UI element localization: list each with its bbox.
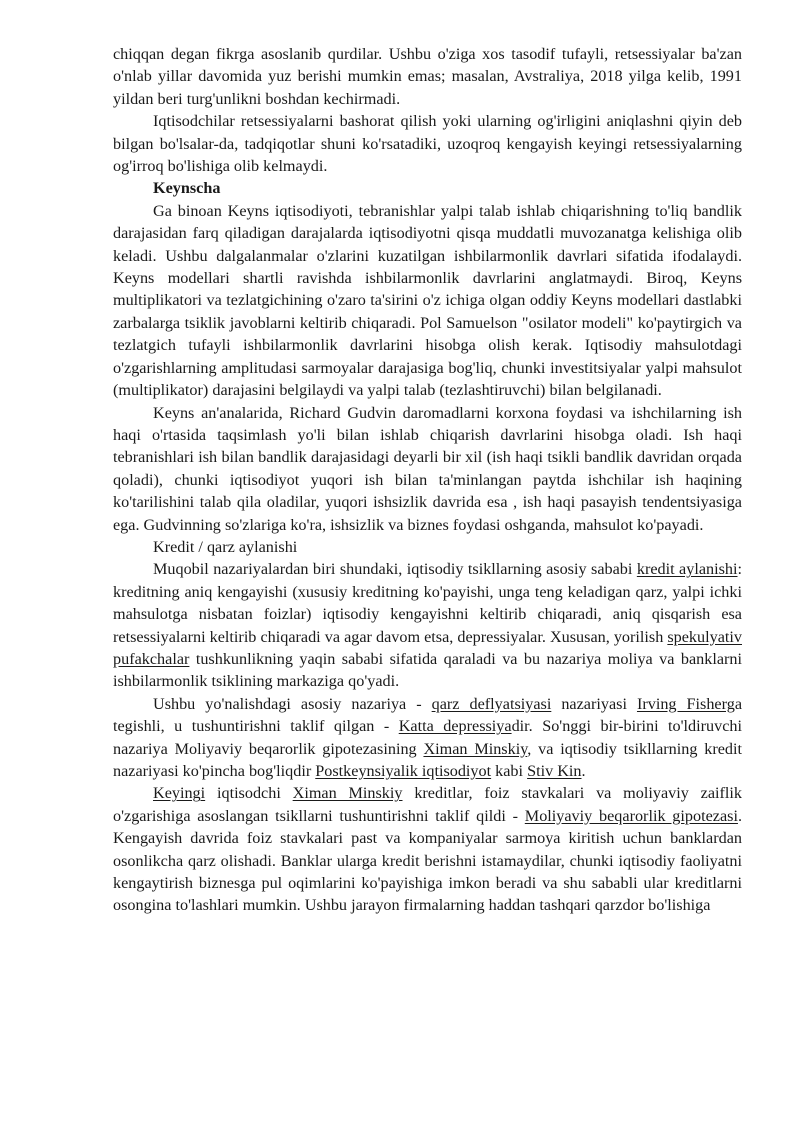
paragraph-keynes-models: Ga binoan Keyns iqtisodiyoti, tebranishlar yalpi talab ishlab chiqarishning to'liq bandlik darajasidan farq qiladigan darajalarda iqtisodiyotni qisqa muddatli muvozanatga kelishiga olib keladi. Ushbu dalgalanmalar o'zlarini kuzatilgan ishbilarmonlik davrlari sifatida ifodalaydi. Keyns modellari shartli ravishda ishbilarmonlik davrlarini anglatmaydi. Biroq, Keyns multiplikatori va tezlatgichining o'zaro ta'sirini o'z ichiga olgan oddiy Keyns modellari dastlabki zarbalarga tsiklik javoblarni keltirib chiqaradi. Pol Samuelson "osilator modeli" ko'paytirgich va tezlatgich tufayli ishbilarmonlik davrlarini hisobga olish kerak. Iqtisodiy mahsulotdagi o'zgarishlarning amplitudasi sarmoyalar darajasiga bog'liq, chunki investitsiyalar yalpi mahsulot (multiplikator) darajasini belgilaydi va yalpi talab (tezlashtiruvchi) bilan belgilanadi.: [113, 201, 742, 400]
text-run: nazariyasi: [551, 694, 637, 713]
link-keyingi[interactable]: Keyingi: [153, 784, 206, 803]
text-run: kreditlar, foiz stavkalari va moliyaviy zaiflik o'zgarishiga asoslangan tsikllarni tushuntirishni taklif qildi -: [113, 784, 742, 825]
document-page: [113, 43, 742, 917]
link-post-keynesian-economics[interactable]: Postkeynsiyalik iqtisodiyot: [315, 762, 492, 780]
link-hyman-minsky-2[interactable]: Ximan Minskiy: [292, 784, 403, 803]
text-run: , va iqtisodiy tsikllarning kredit nazariyasi ko'pincha bog'liqdir: [113, 739, 742, 780]
paragraph-recession-australia: chiqqan degan fikrga asoslanib qurdilar. Ushbu o'ziga xos tasodif tufayli, retsessiyalar ba'zan o'nlab yillar davomida yuz berishi mumkin emas; masalan, Avstraliya, 2018 yilga kelib, 1991 yildan beri turg'unlikni boshdan kechirmadi.: [113, 45, 742, 108]
text-run: iqtisodchi: [205, 784, 293, 803]
text-run: a tegishli, u tushuntirishni taklif qilgan -: [113, 694, 742, 736]
paragraph-goodwin: Keyns an'analarida, Richard Gudvin daromadlarni korxona foydasi va ishchilarning ish haqi o'rtasida taqsimlash yo'li bilan ishlab chiqarish davrlarini hisobga oladi. Ish haqi tebranishlari ish bilan bandlik darajasidagi deyarli bir xil (ish haqi tsikli bandlik davridan orqada qoladi), chunki iqtisodiyot yuqori ish bilan ta'minlangan paytda ishchilar ish haqining ko'tarilishini talab qila oladilar, yuqori ishsizlik davrida esa , ish haqi pasayish tendentsiyasiga ega. Gudvinning so'zlariga ko'ra, ishsizlik va biznes foydasi oshganda, mahsulot ko'payadi.: [113, 403, 742, 534]
link-irving-fisher[interactable]: Irving Fisherg: [636, 694, 735, 713]
text-run: . Kengayish davrida foiz stavkalari past va kompaniyalar sarmoya kiritish uchun banklardan osonlikcha qarz olishadi. Banklar ularga kredit berishni istamaydilar, chunki iqtisodiy faoliyatni kengaytirish biznesga pul oqimlarini ko'payishiga imkon beradi va shu sababli ular kreditlarni osongina to'lashlari mumkin. Ushbu jarayon firmalarning haddan tashqari qarzdor bo'lishiga: [113, 806, 742, 915]
link-financial-instability-hypothesis[interactable]: Moliyaviy beqarorlik gipotezasi: [524, 806, 738, 825]
paragraph-credit-cycle: [113, 558, 742, 692]
link-speculative-bubbles[interactable]: spekulyativ pufakchalar: [113, 627, 742, 668]
section-heading-credit-cycle: Kredit / qarz aylanishi: [153, 537, 298, 556]
text-run: .: [581, 762, 586, 780]
text-run: Muqobil nazariyalardan biri shundaki, iqtisodiy tsikllarning asosiy sababi: [153, 560, 637, 579]
text-run: : kreditning aniq kengayishi (xususiy kreditning ko'payishi, unga teng keladigan qarz, yalpi ichki mahsulotga nisbatan foizlar) iqtisodiy kengayishni keltirib chiqaradi, aniq qisqarish esa retsessiyalarni keltirib chiqaradi va agar davom etsa, depressiyalar. Xususan, yorilish: [113, 560, 742, 646]
text-run: dir. So'nggi bir-birini to'ldiruvchi nazariya Moliyaviy beqarorlik gipotezasining: [113, 717, 742, 758]
paragraph-debt-deflation: [113, 693, 742, 783]
text-run: Ushbu yo'nalishdagi asosiy nazariya -: [153, 694, 432, 713]
link-debt-deflation[interactable]: qarz deflyatsiyasi: [431, 694, 552, 713]
paragraph-recession-forecast: Iqtisodchilar retsessiyalarni bashorat qilish yoki ularning og'irligini aniqlashni qiyin deb bilgan bo'lsalar-da, tadqiqotlar shuni ko'rsatadiki, uzoqroq kengayish keyingi retsessiyalarning og'irroq bo'lishiga olib kelmaydi.: [113, 112, 742, 176]
section-heading-keynesian: Keynscha: [153, 179, 221, 198]
text-run: tushkunlikning yaqin sababi sifatida qaraladi va bu nazariya moliya va banklarni ishbilarmonlik tsiklining markaziga qo'yadi.: [113, 649, 742, 691]
link-great-depression[interactable]: Katta depressiya: [398, 717, 512, 736]
link-steve-keen[interactable]: Stiv Kin: [527, 762, 582, 780]
paragraph-minsky-hypothesis: [113, 782, 742, 916]
link-hyman-minsky[interactable]: Ximan Minskiy: [423, 739, 528, 758]
text-run: kabi: [491, 762, 528, 780]
link-credit-cycle[interactable]: kredit aylanishi: [636, 560, 738, 579]
